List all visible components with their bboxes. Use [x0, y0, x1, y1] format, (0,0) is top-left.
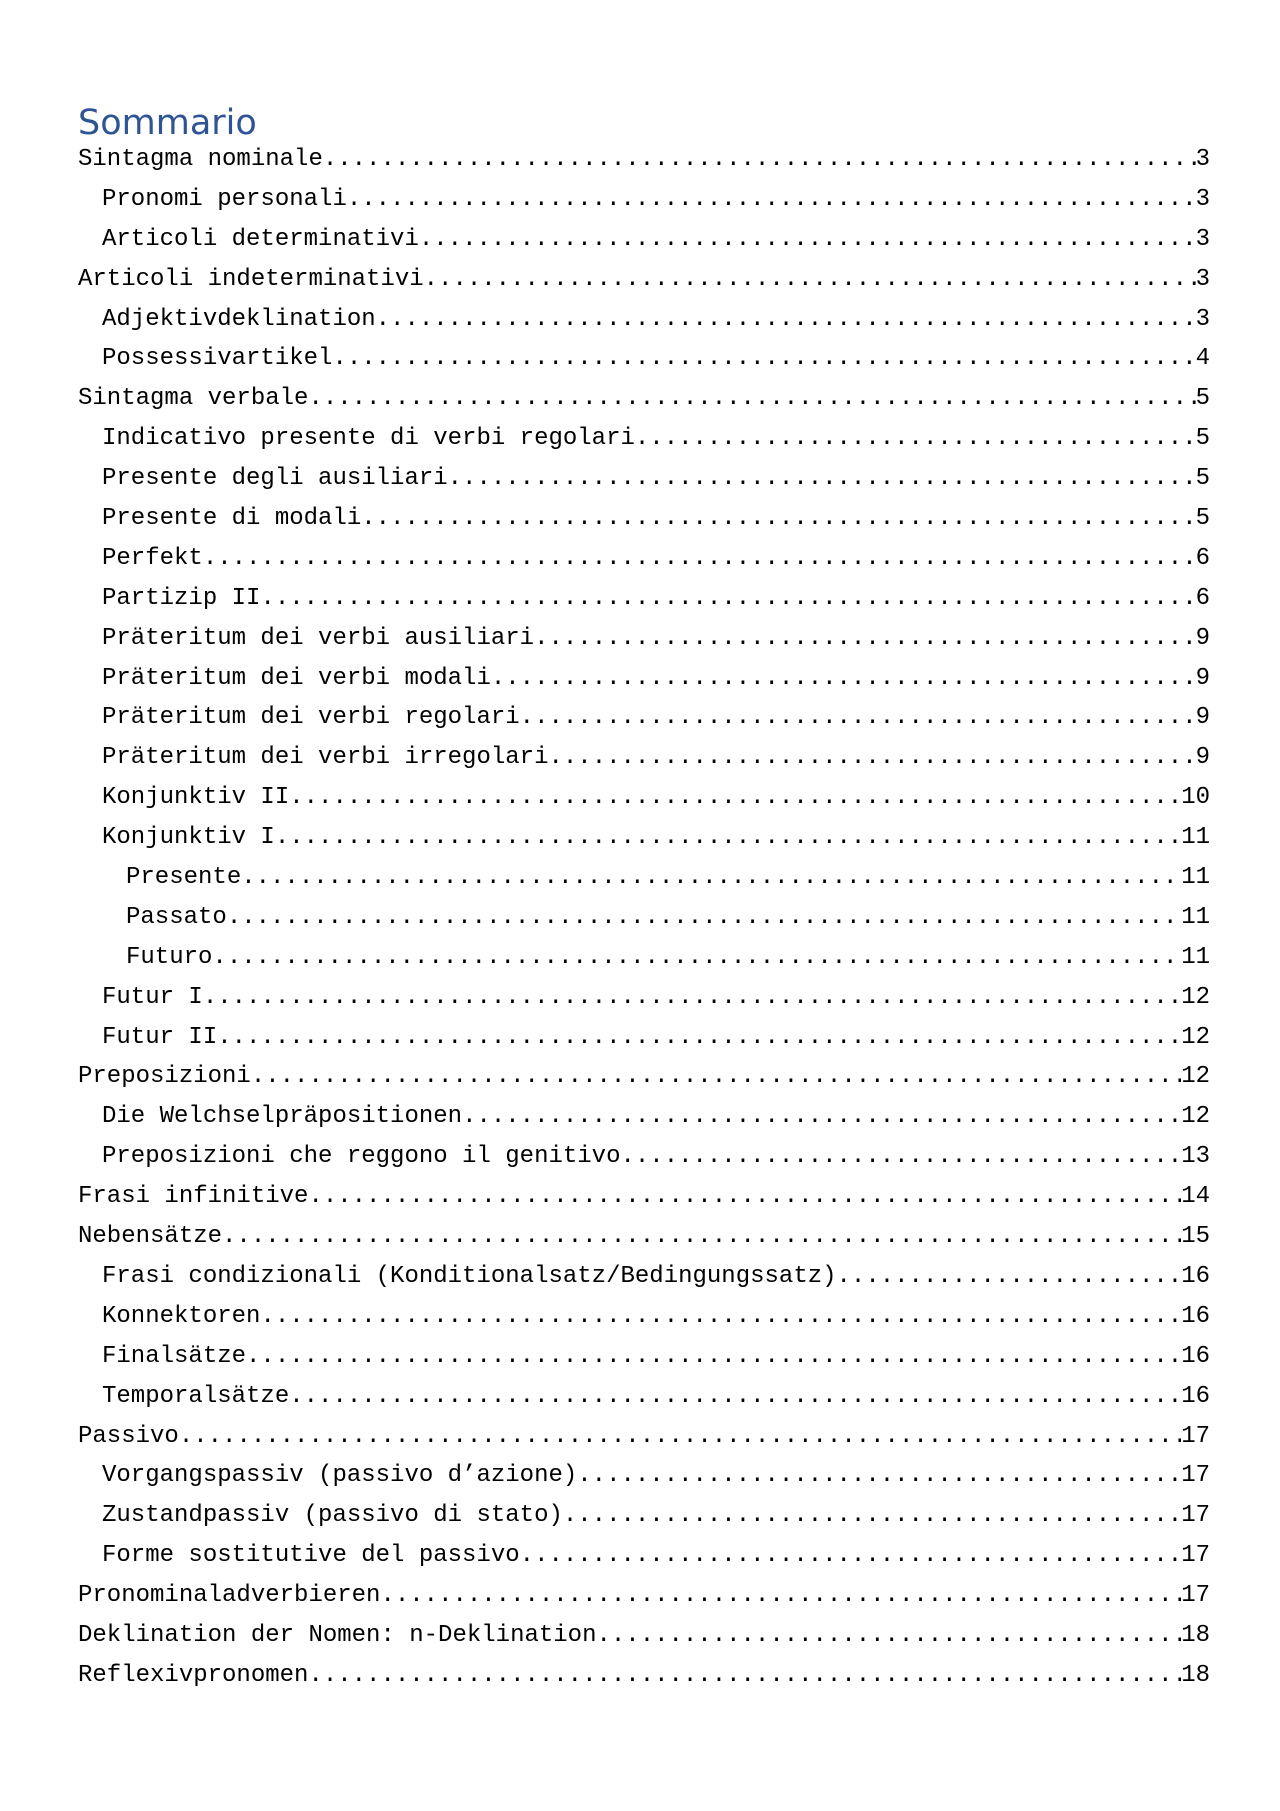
toc-entry-label: Sintagma verbale: [78, 385, 309, 413]
toc-dot-leader: [520, 1536, 1182, 1576]
toc-dot-leader: [289, 778, 1181, 818]
toc-dot-leader: [347, 180, 1196, 220]
toc-entry-page-number: 18: [1181, 1621, 1210, 1649]
toc-entry[interactable]: [78, 419, 1210, 459]
toc-entry-page-number: 5: [1195, 385, 1210, 413]
toc-entry-page-number: 12: [1181, 1063, 1210, 1091]
toc-entry-label: Articoli determinativi: [102, 225, 419, 253]
toc-entry-label: Präteritum dei verbi ausiliari: [102, 624, 535, 652]
toc-dot-leader: [448, 459, 1196, 499]
toc-dot-leader: [380, 1576, 1181, 1616]
toc-entry-page-number: 5: [1195, 425, 1210, 453]
toc-entry-page-number: 16: [1181, 1302, 1210, 1330]
toc-dot-leader: [376, 300, 1196, 340]
toc-entry[interactable]: [78, 898, 1210, 938]
toc-dot-leader: [332, 339, 1195, 379]
toc-entry-page-number: 3: [1195, 305, 1210, 333]
toc-entry-page-number: 11: [1181, 864, 1210, 892]
toc-entry-label: Konjunktiv I: [102, 824, 275, 852]
toc-entry-label: Präteritum dei verbi modali: [102, 664, 491, 692]
toc-entry-page-number: 18: [1181, 1661, 1210, 1689]
toc-entry-page-number: 6: [1195, 544, 1210, 572]
toc-dot-leader: [424, 260, 1196, 300]
toc-dot-leader: [227, 898, 1181, 938]
toc-entry[interactable]: [78, 619, 1210, 659]
toc-entry-label: Presente: [126, 864, 242, 892]
toc-entry[interactable]: [78, 459, 1210, 499]
toc-entry-label: Pronominaladverbieren: [78, 1582, 381, 1610]
toc-entry-label: Passato: [126, 903, 227, 931]
toc-dot-leader: [491, 659, 1196, 699]
toc-entry-label: Reflexivpronomen: [78, 1661, 309, 1689]
toc-dot-leader: [308, 379, 1195, 419]
toc-entry-page-number: 17: [1181, 1542, 1210, 1570]
toc-entry[interactable]: [78, 1337, 1210, 1377]
toc-dot-leader: [203, 978, 1181, 1018]
toc-entry-page-number: 5: [1195, 505, 1210, 533]
toc-entry[interactable]: [78, 579, 1210, 619]
toc-entry[interactable]: [78, 499, 1210, 539]
toc-entry-label: Preposizioni: [78, 1063, 251, 1091]
toc-dot-leader: [222, 1217, 1181, 1257]
toc-entry-page-number: 3: [1195, 265, 1210, 293]
toc-entry-page-number: 4: [1195, 345, 1210, 373]
toc-entry-label: Präteritum dei verbi irregolari: [102, 744, 549, 772]
toc-dot-leader: [596, 1616, 1181, 1656]
toc-entry[interactable]: [78, 539, 1210, 579]
toc-entry[interactable]: [78, 379, 1210, 419]
toc-entry[interactable]: [78, 1456, 1210, 1496]
toc-entry-label: Konnektoren: [102, 1302, 261, 1330]
toc-entry-page-number: 17: [1181, 1582, 1210, 1610]
toc-entry[interactable]: [78, 1297, 1210, 1337]
toc-entry[interactable]: [78, 659, 1210, 699]
toc-entry-page-number: 16: [1181, 1382, 1210, 1410]
toc-dot-leader: [308, 1656, 1181, 1696]
toc-entry-page-number: 3: [1195, 185, 1210, 213]
toc-entry-label: Articoli indeterminativi: [78, 265, 424, 293]
toc-dot-leader: [217, 1018, 1181, 1058]
toc-entry[interactable]: [78, 1257, 1210, 1297]
toc-entry[interactable]: [78, 778, 1210, 818]
toc-entry[interactable]: [78, 300, 1210, 340]
toc-entry[interactable]: [78, 1057, 1210, 1097]
toc-entry-label: Präteritum dei verbi regolari: [102, 704, 520, 732]
toc-entry-label: Passivo: [78, 1422, 179, 1450]
toc-entry-label: Presente degli ausiliari: [102, 465, 448, 493]
toc-entry-page-number: 14: [1181, 1183, 1210, 1211]
toc-entry-label: Finalsätze: [102, 1342, 247, 1370]
toc-entry-label: Futur II: [102, 1023, 218, 1051]
toc-entry[interactable]: [78, 818, 1210, 858]
toc-entry-page-number: 9: [1195, 744, 1210, 772]
toc-entry-page-number: 5: [1195, 465, 1210, 493]
toc-dot-leader: [251, 1057, 1181, 1097]
toc-entry-page-number: 12: [1181, 1103, 1210, 1131]
toc-dot-leader: [260, 579, 1195, 619]
toc-entry-label: Die Welchselpräpositionen: [102, 1103, 463, 1131]
toc-dot-leader: [563, 1496, 1181, 1536]
toc-entry[interactable]: [78, 1417, 1210, 1457]
toc-entry[interactable]: [78, 1137, 1210, 1177]
toc-entry-label: Zustandpassiv (passivo di stato): [102, 1502, 563, 1530]
toc-entry[interactable]: [78, 938, 1210, 978]
toc-dot-leader: [260, 1297, 1181, 1337]
toc-entry-label: Possessivartikel: [102, 345, 333, 373]
toc-entry-label: Indicativo presente di verbi regolari: [102, 425, 635, 453]
toc-entry-label: Pronomi personali: [102, 185, 347, 213]
toc-entry-label: Sintagma nominale: [78, 146, 323, 173]
toc-entry-label: Forme sostitutive del passivo: [102, 1542, 520, 1570]
toc-entry-page-number: 9: [1195, 664, 1210, 692]
toc-entry[interactable]: [78, 1496, 1210, 1536]
toc-entry-page-number: 3: [1195, 146, 1210, 173]
toc-entry[interactable]: [78, 220, 1210, 260]
toc-dot-leader: [212, 938, 1181, 978]
toc-dot-leader: [548, 738, 1195, 778]
toc-dot-leader: [203, 539, 1196, 579]
toc-dot-leader: [620, 1137, 1181, 1177]
toc-entry-label: Presente di modali: [102, 505, 362, 533]
toc-entry-page-number: 11: [1181, 943, 1210, 971]
toc-entry-label: Konjunktiv II: [102, 784, 290, 812]
toc-entry-page-number: 13: [1181, 1143, 1210, 1171]
toc-entry-label: Futur I: [102, 983, 203, 1011]
toc-entry[interactable]: [78, 738, 1210, 778]
toc-dot-leader: [323, 140, 1196, 180]
toc-entry-label: Vorgangspassiv (passivo d’azione): [102, 1462, 578, 1490]
toc-entry[interactable]: [78, 1616, 1210, 1656]
toc-entry-page-number: 17: [1181, 1422, 1210, 1450]
toc-entry[interactable]: [78, 339, 1210, 379]
toc-entry-page-number: 16: [1181, 1342, 1210, 1370]
toc-entry-page-number: 12: [1181, 983, 1210, 1011]
toc-dot-leader: [520, 698, 1196, 738]
toc-entry-label: Deklination der Nomen: n-Deklination: [78, 1621, 597, 1649]
toc-entry-page-number: 6: [1195, 584, 1210, 612]
toc-dot-leader: [289, 1377, 1181, 1417]
toc-entry[interactable]: [78, 1377, 1210, 1417]
toc-entry-page-number: 3: [1195, 225, 1210, 253]
toc-entry-page-number: 10: [1181, 784, 1210, 812]
toc-dot-leader: [241, 858, 1181, 898]
toc-dot-leader: [246, 1337, 1181, 1377]
toc-entry-page-number: 17: [1181, 1462, 1210, 1490]
toc-entry-page-number: 15: [1181, 1223, 1210, 1251]
toc-entry[interactable]: [78, 1177, 1210, 1217]
toc-entry-page-number: 9: [1195, 624, 1210, 652]
toc-dot-leader: [308, 1177, 1181, 1217]
toc-entry[interactable]: [78, 1217, 1210, 1257]
toc-dot-leader: [837, 1257, 1182, 1297]
toc-entry[interactable]: [78, 260, 1210, 300]
toc-dot-leader: [462, 1097, 1181, 1137]
toc-entry-label: Frasi infinitive: [78, 1183, 309, 1211]
toc-entry[interactable]: [78, 1576, 1210, 1616]
toc-entry-page-number: 17: [1181, 1502, 1210, 1530]
toc-dot-leader: [179, 1417, 1181, 1457]
toc-entry-label: Temporalsätze: [102, 1382, 290, 1410]
toc-entry-page-number: 12: [1181, 1023, 1210, 1051]
toc-entry-label: Perfekt: [102, 544, 203, 572]
toc-entry-label: Futuro: [126, 943, 213, 971]
toc-entry-label: Frasi condizionali (Konditionalsatz/Bedingungssatz): [102, 1262, 837, 1290]
toc-entry-page-number: 16: [1181, 1262, 1210, 1290]
toc-entry[interactable]: [78, 858, 1210, 898]
toc-entry[interactable]: [78, 1018, 1210, 1058]
toc-entry[interactable]: [78, 698, 1210, 738]
toc-entry-page-number: 11: [1181, 903, 1210, 931]
toc-entry[interactable]: [78, 978, 1210, 1018]
document-page: [78, 100, 1210, 1696]
toc-dot-leader: [534, 619, 1196, 659]
toc-dot-leader: [577, 1456, 1181, 1496]
table-of-contents: [78, 140, 1210, 1696]
page-title: Sommario: [78, 103, 257, 143]
toc-entry-label: Nebensätze: [78, 1223, 223, 1251]
toc-entry-page-number: 9: [1195, 704, 1210, 732]
toc-dot-leader: [419, 220, 1196, 260]
toc-dot-leader: [361, 499, 1195, 539]
toc-entry-label: Adjektivdeklination: [102, 305, 376, 333]
toc-entry[interactable]: [78, 1656, 1210, 1696]
toc-dot-leader: [275, 818, 1181, 858]
toc-dot-leader: [635, 419, 1196, 459]
toc-entry[interactable]: [78, 180, 1210, 220]
toc-entry[interactable]: [78, 140, 1210, 180]
toc-entry[interactable]: [78, 1097, 1210, 1137]
toc-entry-label: Partizip II: [102, 584, 261, 612]
toc-entry-label: Preposizioni che reggono il genitivo: [102, 1143, 621, 1171]
toc-entry-page-number: 11: [1181, 824, 1210, 852]
toc-entry[interactable]: [78, 1536, 1210, 1576]
